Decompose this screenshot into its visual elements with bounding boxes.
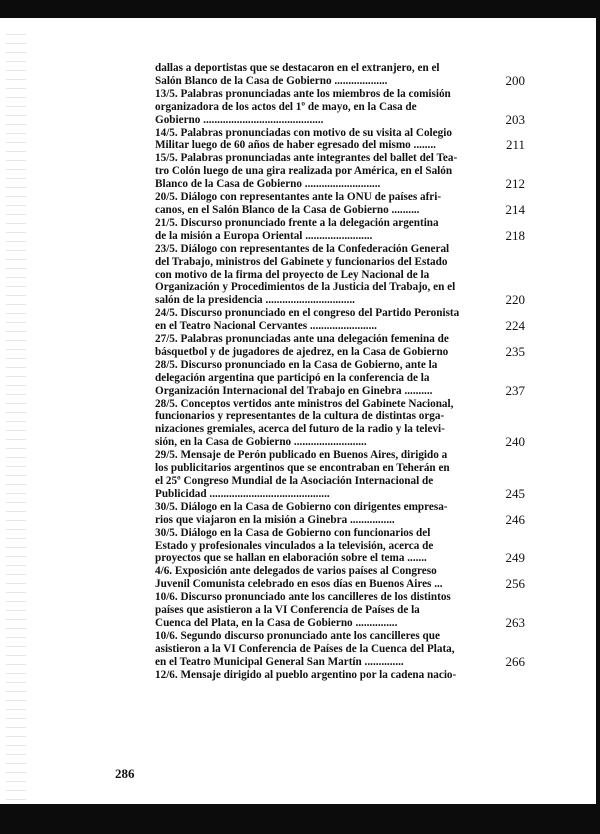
entry-line	[155, 552, 525, 565]
scan-bottom-border	[0, 804, 600, 834]
entry-text: proyectos que se hallan en elaboración sobre el tema .......	[155, 552, 427, 565]
entry-text: básquetbol y de jugadores de ajedrez, en la Casa de Gobierno	[155, 345, 449, 358]
index-entry	[155, 565, 525, 591]
entry-text: funcionarios y representantes de la cultura de distintas orga-	[155, 410, 445, 423]
entry-line	[155, 462, 525, 475]
entry-line	[155, 256, 525, 269]
entry-line	[155, 281, 525, 294]
page-reference: 220	[505, 292, 525, 308]
page-reference: 240	[505, 434, 525, 450]
entry-line	[155, 72, 525, 88]
entry-text: 20/5. Diálogo con representantes ante la ONU de países afri-	[155, 191, 442, 204]
index-entry	[155, 630, 525, 669]
page-reference: 256	[505, 576, 525, 592]
entry-text: salón de la presidencia ................................	[155, 294, 355, 307]
entry-line	[155, 294, 525, 307]
entry-line	[155, 333, 525, 346]
entry-text: 23/5. Diálogo con representantes de la Confederación General	[155, 242, 450, 255]
page-reference: 246	[505, 511, 525, 527]
page-reference: 211	[505, 137, 525, 153]
entry-text: 28/5. Discurso pronunciado en la Casa de Gobierno, ante la	[155, 358, 438, 371]
index-entry	[155, 591, 525, 630]
page-reference: 235	[505, 343, 525, 359]
entry-line	[155, 630, 525, 643]
entry-text: 24/5. Discurso pronunciado en el congreso del Partido Peronista	[155, 307, 460, 320]
entry-text: asistieron a la VI Conferencia de Países de la Cuenca del Plata,	[155, 642, 455, 655]
entry-line	[155, 101, 525, 114]
index-entry	[155, 191, 525, 217]
entry-line	[155, 152, 525, 165]
page-reference: 218	[505, 227, 525, 243]
entry-line	[155, 485, 525, 501]
entry-text: 10/6. Discurso pronunciado ante los cancilleres de los distintos	[155, 591, 451, 604]
entry-line	[155, 307, 525, 320]
page-reference: 214	[505, 201, 525, 217]
entry-line	[155, 653, 525, 669]
entry-text: 15/5. Palabras pronunciadas ante integrantes del ballet del Tea-	[155, 152, 458, 165]
entry-line	[155, 217, 525, 230]
entry-line	[155, 359, 525, 372]
entry-line	[155, 436, 525, 449]
entry-text: dallas a deportistas que se destacaron en el extranjero, en el	[155, 62, 440, 74]
index-entries	[155, 62, 525, 682]
index-entry	[155, 527, 525, 566]
entry-line	[155, 191, 525, 204]
entry-line	[155, 449, 525, 462]
entry-text: en el Teatro Nacional Cervantes ........................	[155, 320, 377, 333]
scan-left-edge	[6, 30, 26, 800]
entry-text: 14/5. Palabras pronunciadas con motivo de su visita al Colegio	[155, 126, 452, 139]
index-entry	[155, 62, 525, 88]
page-reference: 266	[505, 653, 525, 669]
entry-text: Organización y Procedimientos de la Justicia del Trabajo, en el	[155, 281, 456, 294]
entry-line	[155, 614, 525, 630]
index-entry	[155, 501, 525, 527]
index-entry	[155, 398, 525, 450]
entry-text: 28/5. Conceptos vertidos ante ministros del Gabinete Nacional,	[155, 397, 454, 410]
entry-line	[155, 178, 525, 191]
page-reference: 237	[505, 382, 525, 398]
entry-text: nizaciones gremiales, acerca del futuro de la radio y la televi-	[155, 423, 445, 436]
page-reference: 212	[505, 176, 525, 192]
entry-text: 21/5. Discurso pronunciado frente a la delegación argentina	[155, 216, 439, 229]
entry-line	[155, 382, 525, 398]
entry-text: Publicidad ...........................................	[155, 487, 330, 500]
entry-line	[155, 201, 525, 217]
page-reference: 245	[505, 485, 525, 501]
index-entry	[155, 669, 525, 682]
page-reference: 224	[505, 318, 525, 334]
entry-text: países que asistieron a la VI Conferencia de Países de la	[155, 604, 420, 617]
entry-text: 30/5. Diálogo en la Casa de Gobierno con dirigentes empresa-	[155, 500, 448, 513]
entry-line	[155, 540, 525, 553]
entry-text: de la misión a Europa Oriental ........................	[155, 229, 373, 242]
entry-text: Juvenil Comunista celebrado en esos días en Buenos Aires ...	[155, 578, 443, 591]
entry-line	[155, 578, 525, 591]
entry-line	[155, 88, 525, 101]
entry-text: 27/5. Palabras pronunciadas ante una delegación femenina de	[155, 333, 449, 346]
entry-line	[155, 269, 525, 282]
page-number: 286	[115, 766, 135, 781]
entry-text: del Trabajo, ministros del Gabinete y funcionarios del Estado	[155, 255, 448, 268]
entry-text: rios que viajaron en la misión a Ginebra ................	[155, 513, 395, 526]
entry-text: con motivo de la firma del proyecto de Ley Nacional de la	[155, 268, 430, 281]
entry-line	[155, 111, 525, 127]
entry-text: Estado y profesionales vinculados a la televisión, acerca de	[155, 539, 434, 552]
entry-line	[155, 669, 525, 682]
entry-line	[155, 372, 525, 385]
entry-line	[155, 501, 525, 514]
index-entry	[155, 127, 525, 153]
entry-text: organizadora de los actos del 1º de mayo, en la Casa de	[155, 100, 417, 113]
index-entry	[155, 449, 525, 501]
entry-text: en el Teatro Municipal General San Martín ..............	[155, 655, 404, 668]
entry-text: 4/6. Exposición ante delegados de varios países al Congreso	[155, 565, 437, 578]
entry-line	[155, 343, 525, 359]
entry-text: los publicitarios argentinos que se encontraban en Teherán en	[155, 462, 450, 475]
entry-line	[155, 423, 525, 436]
entry-line	[155, 565, 525, 578]
entry-line	[155, 591, 525, 604]
entry-line	[155, 127, 525, 140]
page-reference: 200	[505, 72, 525, 88]
entry-text: 30/5. Diálogo en la Casa de Gobierno con funcionarios del	[155, 526, 431, 539]
entry-line	[155, 527, 525, 540]
page-reference: 249	[505, 550, 525, 566]
scan-right-border	[596, 18, 600, 804]
entry-text: Gobierno ...........................................	[155, 113, 324, 126]
entry-text: canos, en el Salón Blanco de la Casa de Gobierno ..........	[155, 203, 420, 216]
index-entry	[155, 152, 525, 191]
entry-text: Organización Internacional del Trabajo en Ginebra ..........	[155, 384, 433, 397]
entry-line	[155, 398, 525, 411]
index-entry	[155, 307, 525, 333]
entry-line	[155, 475, 525, 488]
entry-text: delegación argentina que participó en la conferencia de la	[155, 371, 430, 384]
entry-line	[155, 410, 525, 423]
entry-line	[155, 62, 525, 75]
index-entry	[155, 243, 525, 308]
page-reference: 263	[505, 614, 525, 630]
entry-text: el 25º Congreso Mundial de la Asociación Internacional de	[155, 475, 434, 487]
entry-line	[155, 320, 525, 333]
entry-text: Militar luego de 60 años de haber egresado del mismo ........	[155, 139, 436, 152]
entry-line	[155, 227, 525, 243]
entry-line	[155, 165, 525, 178]
page-reference: 203	[505, 111, 525, 127]
index-entry	[155, 88, 525, 127]
entry-line	[155, 604, 525, 617]
entry-line	[155, 243, 525, 256]
entry-text: Blanco de la Casa de Gobierno ...........................	[155, 178, 381, 191]
entry-text: 12/6. Mensaje dirigido al pueblo argentino por la cadena nacio-	[155, 668, 457, 681]
entry-text: Salón Blanco de la Casa de Gobierno ...................	[155, 74, 388, 87]
entry-line	[155, 643, 525, 656]
entry-text: tro Colón luego de una gira realizada por América, en el Salón	[155, 165, 453, 178]
entry-text: 13/5. Palabras pronunciadas ante los miembros de la comisión	[155, 87, 451, 100]
entry-text: 10/6. Segundo discurso pronunciado ante los cancilleres que	[155, 629, 440, 642]
index-entry	[155, 359, 525, 398]
index-entry	[155, 217, 525, 243]
entry-line	[155, 511, 525, 527]
entry-text: Cuenca del Plata, en la Casa de Gobierno ...............	[155, 616, 398, 629]
index-entry	[155, 333, 525, 359]
entry-line	[155, 139, 525, 152]
entry-text: 29/5. Mensaje de Perón publicado en Buenos Aires, dirigido a	[155, 449, 448, 462]
entry-text: sión, en la Casa de Gobierno ..........................	[155, 436, 367, 449]
scan-top-border	[0, 0, 600, 18]
